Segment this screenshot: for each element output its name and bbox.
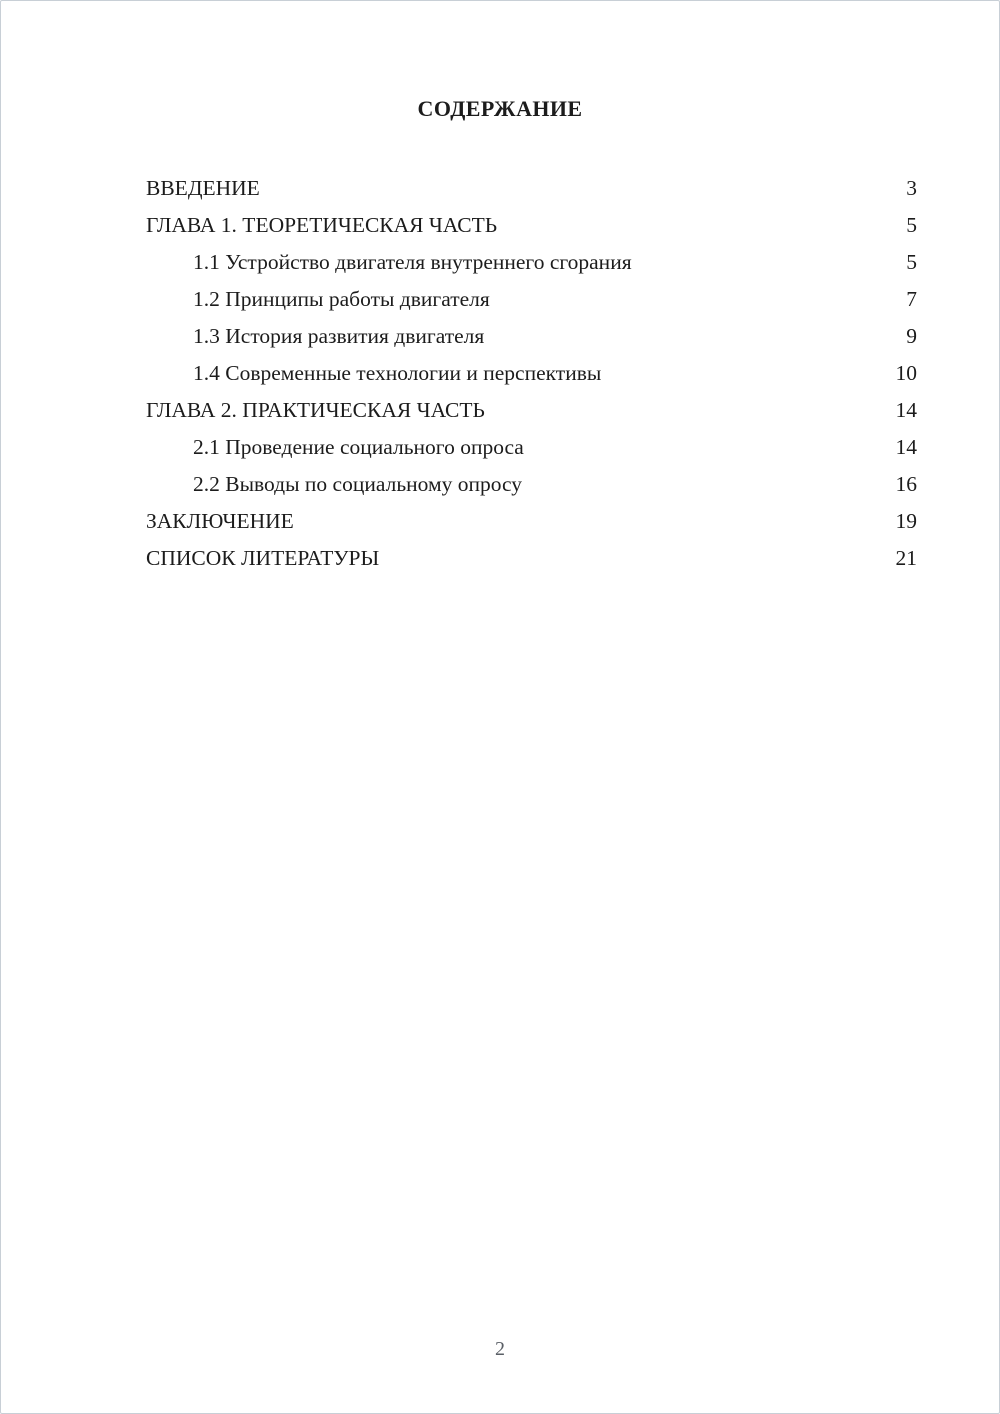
toc-entry-page: 3 <box>906 176 917 200</box>
toc-entry-page: 16 <box>895 472 917 496</box>
toc-entry <box>146 392 917 429</box>
toc-entry-label: 1.3 История развития двигателя <box>193 324 485 348</box>
toc-entry-page: 9 <box>906 324 917 348</box>
toc-entry <box>146 281 917 318</box>
toc-entry-label: 1.4 Современные технологии и перспективы <box>193 361 602 385</box>
toc-entry-label: ГЛАВА 2. ПРАКТИЧЕСКАЯ ЧАСТЬ <box>146 398 485 422</box>
toc-entry-page: 14 <box>895 435 917 459</box>
toc-entry-label: 2.1 Проведение социального опроса <box>193 435 524 459</box>
toc-entry <box>146 429 917 466</box>
toc-entry <box>146 466 917 503</box>
toc-entry <box>146 244 917 281</box>
toc-entry-page: 14 <box>895 398 917 422</box>
toc-entry-page: 5 <box>906 213 917 237</box>
footer-page-number: 2 <box>495 1338 505 1360</box>
page-title: СОДЕРЖАНИЕ <box>417 96 583 121</box>
table-of-contents <box>146 170 917 577</box>
toc-entry-page: 21 <box>895 546 917 570</box>
toc-entry-page: 19 <box>895 509 917 533</box>
toc-entry-page: 10 <box>895 361 917 385</box>
toc-entry <box>146 170 917 207</box>
toc-entry-label: ГЛАВА 1. ТЕОРЕТИЧЕСКАЯ ЧАСТЬ <box>146 213 498 237</box>
toc-entry <box>146 355 917 392</box>
toc-entry-label: СПИСОК ЛИТЕРАТУРЫ <box>146 546 380 570</box>
toc-entry-label: 1.1 Устройство двигателя внутреннего сгорания <box>193 250 632 274</box>
toc-entry-page: 5 <box>906 250 917 274</box>
toc-entry-label: 1.2 Принципы работы двигателя <box>193 287 490 311</box>
toc-entry-label: 2.2 Выводы по социальному опросу <box>193 472 523 496</box>
toc-entry-label: ВВЕДЕНИЕ <box>146 176 260 200</box>
toc-entry <box>146 540 917 577</box>
toc-entry-label: ЗАКЛЮЧЕНИЕ <box>146 509 294 533</box>
toc-entry <box>146 318 917 355</box>
toc-entry <box>146 503 917 540</box>
toc-entry <box>146 207 917 244</box>
toc-entry-page: 7 <box>906 287 917 311</box>
